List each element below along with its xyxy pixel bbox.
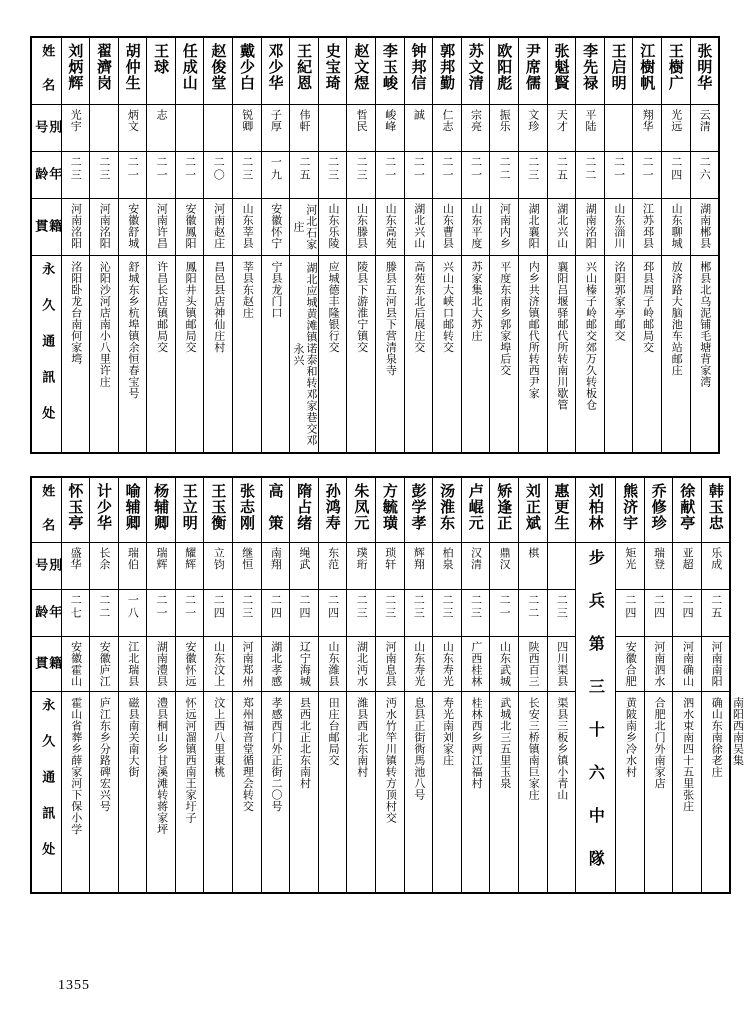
cell-alias: 绳武: [290, 543, 319, 590]
cell-origin: 广西桂林: [461, 637, 490, 692]
cell-alias: 瑞辉: [147, 543, 176, 590]
row-label-age: 年 龄: [31, 590, 61, 637]
cell-address: 宁县龙门口: [261, 256, 290, 454]
cell-age: 二三: [347, 590, 376, 637]
cell-origin: 安徽霍山: [61, 637, 90, 692]
cell-age: 二六: [690, 152, 719, 199]
cell-name: 韩玉忠: [701, 477, 730, 543]
cell-origin: 河南确山: [673, 637, 702, 692]
cell-alias: 琐轩: [376, 543, 405, 590]
cell-address: 怀远河溜镇西南王家圩子: [175, 692, 204, 894]
cell-origin: 湖北孝感: [261, 637, 290, 692]
cell-name: 怀玉亭: [61, 477, 90, 543]
cell-address: 田庄台邮局交: [318, 692, 347, 894]
cell-alias: 耀辉: [175, 543, 204, 590]
cell-age: 二四: [318, 590, 347, 637]
cell-name: 计少华: [90, 477, 119, 543]
cell-name: 翟濟岗: [90, 37, 119, 105]
table-row-name: [31, 37, 719, 105]
cell-address: 合肥北门外南家店: [644, 692, 673, 894]
cell-age: 二一: [376, 152, 405, 199]
cell-origin: 辽宁海城: [290, 637, 319, 692]
cell-alias: 棋: [519, 543, 548, 590]
cell-name: 高 策: [261, 477, 290, 543]
cell-age: 二三: [233, 152, 262, 199]
cell-alias: 誠: [404, 105, 433, 152]
cell-name: 方毓璜: [376, 477, 405, 543]
cell-origin: 安徽怀宁: [261, 199, 290, 256]
cell-alias: [90, 105, 119, 152]
cell-age: 二三: [318, 152, 347, 199]
cell-origin: 湖南洺阳: [576, 199, 605, 256]
cell-origin: 河南南阳: [701, 637, 730, 692]
cell-origin: 安徽合肥: [616, 637, 645, 692]
cell-age: 二一: [604, 152, 633, 199]
cell-address: 平度东南乡郭家埠后交: [490, 256, 519, 454]
row-label-age: 年 龄: [31, 152, 61, 199]
cell-alias: 乐成: [701, 543, 730, 590]
cell-name: 刘炳辉: [61, 37, 90, 105]
cell-name: 卢崐元: [461, 477, 490, 543]
cell-age: 二二: [490, 152, 519, 199]
table-row-name: [31, 477, 730, 543]
row-label-name: 姓 名: [31, 477, 61, 543]
cell-alias: 瑞伯: [118, 543, 147, 590]
cell-age: 二四: [290, 590, 319, 637]
cell-name: 江樹帆: [633, 37, 662, 105]
cell-alias: 平陆: [576, 105, 605, 152]
cell-alias: 翔华: [633, 105, 662, 152]
table-row-origin: [31, 637, 730, 692]
cell-name: 王球: [147, 37, 176, 105]
cell-origin: 湖北兴山: [547, 199, 576, 256]
cell-alias: 东范: [318, 543, 347, 590]
cell-age: 二三: [61, 152, 90, 199]
cell-origin: 湖北兴山: [404, 199, 433, 256]
cell-origin: 山东曹县: [433, 199, 462, 256]
table-row-age: [31, 152, 719, 199]
cell-address: 高苑东北后展庄交: [404, 256, 433, 454]
cell-alias: 柏泉: [433, 543, 462, 590]
cell-alias: 辉翔: [404, 543, 433, 590]
row-label-alias: 別 号: [31, 543, 61, 590]
cell-origin: 河南洺阳: [90, 199, 119, 256]
cell-age: 二一: [490, 590, 519, 637]
cell-name: 任成山: [175, 37, 204, 105]
cell-alias: 文珍: [519, 105, 548, 152]
cell-address: 霍山省葬乡薛家河下保小学: [61, 692, 90, 894]
cell-address: 渠县三板乡镇小青山: [547, 692, 576, 894]
cell-address: 滕县五河县下营清泉寺: [376, 256, 405, 454]
cell-origin: 山东汶上: [204, 637, 233, 692]
row-label-name: 姓 名: [31, 37, 61, 105]
cell-address: 武城北三五里玉泉: [490, 692, 519, 894]
cell-origin: 四川渠县: [547, 637, 576, 692]
row-label-address: 永 久 通 訊 处: [31, 692, 61, 894]
cell-name: 钟邦信: [404, 37, 433, 105]
cell-alias: [604, 105, 633, 152]
cell-name: 欧阳彪: [490, 37, 519, 105]
cell-name: 喻辅卿: [118, 477, 147, 543]
cell-name: 王立明: [175, 477, 204, 543]
cell-origin: 河南息县: [376, 637, 405, 692]
row-label-origin: 籍 貫: [31, 637, 61, 692]
cell-address: 县西北正北东南村: [290, 692, 319, 894]
cell-age: 二二: [576, 152, 605, 199]
cell-address: 磁县南关南大街: [118, 692, 147, 894]
cell-name: 汤淮东: [433, 477, 462, 543]
cell-name: 胡仲生: [118, 37, 147, 105]
cell-origin: 安徽庐江: [90, 637, 119, 692]
cell-alias: [318, 105, 347, 152]
cell-origin: 湖北襄阳: [519, 199, 548, 256]
cell-address: 息县正街衖馬池八号: [404, 692, 433, 894]
cell-alias: 宗亮: [461, 105, 490, 152]
cell-name: 李先禄: [576, 37, 605, 105]
cell-name: 张志刚: [233, 477, 262, 543]
cell-alias: 光宇: [61, 105, 90, 152]
cell-age: 二三: [347, 152, 376, 199]
table-separator: [30, 454, 720, 476]
cell-age: 二三: [90, 152, 119, 199]
cell-age: 二四: [644, 590, 673, 637]
cell-name: 赵文煜: [347, 37, 376, 105]
cell-name: 张魁賢: [547, 37, 576, 105]
cell-origin: 河南许昌: [147, 199, 176, 256]
cell-address: 寿光南刘家庄: [433, 692, 462, 894]
cell-alias: 亚超: [673, 543, 702, 590]
cell-alias: 盛华: [61, 543, 90, 590]
cell-age: 二三: [233, 590, 262, 637]
cell-address: 苏家集北大苏庄: [461, 256, 490, 454]
cell-age: 二一: [433, 152, 462, 199]
cell-address: 兴山榛子岭邮交郊万久转板仓: [576, 256, 605, 454]
table-row-origin: [31, 199, 719, 256]
cell-age: 二二: [90, 590, 119, 637]
cell-address: 沁阳沙河店南小八里许庄: [90, 256, 119, 454]
cell-origin: 山东潍县: [318, 637, 347, 692]
cell-age: 二一: [147, 152, 176, 199]
cell-alias: 瑞登: [644, 543, 673, 590]
cell-age: 二四: [616, 590, 645, 637]
cell-address: 泗水束南四十五里张庄: [673, 692, 702, 894]
cell-age: 二七: [61, 590, 90, 637]
cell-origin: 山东武城: [490, 637, 519, 692]
cell-address: 洺阳郭家亭邮交: [604, 256, 633, 454]
cell-age: 二五: [290, 152, 319, 199]
cell-address: 潍县西北东南村: [347, 692, 376, 894]
cell-address: 郴县北乌泥铺毛塘背家湾: [690, 256, 719, 454]
cell-age: 二一: [633, 152, 662, 199]
table-row-alias: [31, 105, 719, 152]
cell-name: 刘正斌: [519, 477, 548, 543]
cell-address: 莘县东赵庄: [233, 256, 262, 454]
cell-origin: 江北瑞县: [118, 637, 147, 692]
cell-name: 邓少华: [261, 37, 290, 105]
table-row-address: 永 久 通 訊 处 霍山省葬乡薛家河下保小学 庐江东乡分路碑宏兴号 磁县南关南大街 澧县桐山乡甘溪滩转蒋家坪 怀远河溜镇西南王家圩子 汶上西八里東桃 郑州福音堂循理会转交 孝感西门外正街二〇号 县西北正北东南村 田庄台邮局交 潍县西北东南村 沔水竹竿川镇转方顶村交 息县正街衖馬池八号 寿光南刘家庄 桂林西乡两江福村 武城北三五里玉泉 长安三桥镇南巨家庄 渠县三板乡镇小青山 黄陂南乡冷水村 合肥北门外南家店 泗水束南四十五里张庄 确山东南徐老庄 南阳西南吴集: [31, 692, 730, 894]
cell-age: 二四: [661, 152, 690, 199]
cell-name: 矫逢正: [490, 477, 519, 543]
cell-alias: [175, 105, 204, 152]
cell-name: 惠更生: [547, 477, 576, 543]
cell-address: 确山东南徐老庄: [701, 692, 730, 894]
cell-address: 应城德丰隆银行交: [318, 256, 347, 454]
cell-origin: 山东聊城: [661, 199, 690, 256]
unit-label: 步 兵 第 三 十 六 中 隊: [576, 543, 616, 894]
cell-age: 二五: [547, 152, 576, 199]
cell-name: 乔修珍: [644, 477, 673, 543]
cell-origin: 河北石家庄: [290, 199, 319, 256]
cell-address: 邳县周子岭邮局交: [633, 256, 662, 454]
cell-origin: 安徽怀远: [175, 637, 204, 692]
table-row-alias: [31, 543, 730, 590]
cell-origin: 河南洺阳: [61, 199, 90, 256]
cell-origin: 河南赵庄: [204, 199, 233, 256]
cell-origin: 山东寿光: [433, 637, 462, 692]
cell-age: 一八: [118, 590, 147, 637]
cell-alias: 继恒: [233, 543, 262, 590]
cell-age: 二二: [519, 590, 548, 637]
cell-address: 内乡共济镇邮代所转西尹家: [519, 256, 548, 454]
cell-age: 二四: [673, 590, 702, 637]
cell-address: 洺阳卧龙台南何家塆: [61, 256, 90, 454]
cell-address: 襄阳吕堰驿邮代所转南川歇管: [547, 256, 576, 454]
cell-name: 王启明: [604, 37, 633, 105]
cell-address: 郑州福音堂循理会转交: [233, 692, 262, 894]
cell-origin: 山东滕县: [347, 199, 376, 256]
cell-alias: 长余: [90, 543, 119, 590]
cell-address: 许昌长店镇邮局交: [147, 256, 176, 454]
table-row-address: [31, 256, 719, 454]
row-label-address: 永 久 通 訊 处: [31, 256, 61, 454]
cell-alias: 天才: [547, 105, 576, 152]
cell-age: 二三: [547, 590, 576, 637]
cell-address: 澧县桐山乡甘溪滩转蒋家坪: [147, 692, 176, 894]
row-label-alias: 別 号: [31, 105, 61, 152]
cell-name: 刘柏林: [576, 477, 616, 543]
cell-address: 鳳阳井头镇邮局交: [175, 256, 204, 454]
cell-name: 李玉峻: [376, 37, 405, 105]
cell-address: 兴山大峡口邮转交: [433, 256, 462, 454]
cell-alias: 哲民: [347, 105, 376, 152]
cell-alias: 鼎汉: [490, 543, 519, 590]
cell-origin: 陕西百三: [519, 637, 548, 692]
cell-origin: 江苏邳县: [633, 199, 662, 256]
cell-alias: 峻峰: [376, 105, 405, 152]
cell-alias: 锐卿: [233, 105, 262, 152]
cell-address: 放济路大脑池车站邮庄: [661, 256, 690, 454]
cell-age: 二三: [376, 590, 405, 637]
cell-name: 熊济宇: [616, 477, 645, 543]
cell-alias: 立钧: [204, 543, 233, 590]
cell-name: 郭邦勤: [433, 37, 462, 105]
cell-age: 二四: [204, 590, 233, 637]
cell-age: 二一: [147, 590, 176, 637]
cell-name: 戴少白: [233, 37, 262, 105]
cell-origin: 山东莘县: [233, 199, 262, 256]
cell-origin: 安徽舒城: [118, 199, 147, 256]
cell-alias: [204, 105, 233, 152]
cell-name: 杨辅卿: [147, 477, 176, 543]
cell-origin: 安徽鳳阳: [175, 199, 204, 256]
cell-alias: 振乐: [490, 105, 519, 152]
cell-name: 朱凤元: [347, 477, 376, 543]
cell-age: 二一: [175, 152, 204, 199]
cell-origin: 湖南澧县: [147, 637, 176, 692]
cell-alias: 南翔: [261, 543, 290, 590]
cell-name: 王樹广: [661, 37, 690, 105]
cell-address: 桂林西乡两江福村: [461, 692, 490, 894]
cell-address: 沔水竹竿川镇转方顶村交: [376, 692, 405, 894]
cell-origin: 山东寿光: [404, 637, 433, 692]
cell-origin: 河南泗水: [644, 637, 673, 692]
cell-name: 史宝琦: [318, 37, 347, 105]
cell-name: 孙鸿寿: [318, 477, 347, 543]
cell-name: 彭学孝: [404, 477, 433, 543]
cell-alias: 矩光: [616, 543, 645, 590]
cell-name: 王玉衡: [204, 477, 233, 543]
cell-address: 陵县下游淮宁镇交: [347, 256, 376, 454]
cell-alias: [547, 543, 576, 590]
cell-age: 二〇: [204, 152, 233, 199]
cell-age: 二三: [461, 590, 490, 637]
cell-age: 二三: [433, 590, 462, 637]
cell-name: 隋占绪: [290, 477, 319, 543]
cell-alias: 光远: [661, 105, 690, 152]
cell-name: 张明华: [690, 37, 719, 105]
cell-name: 赵俊堂: [204, 37, 233, 105]
cell-age: 二三: [404, 590, 433, 637]
page-number: 1355: [58, 978, 90, 993]
cell-age: 二一: [118, 152, 147, 199]
cell-age: 二一: [175, 590, 204, 637]
cell-name: 王紀恩: [290, 37, 319, 105]
cell-alias: 璞珩: [347, 543, 376, 590]
row-label-origin: 籍 貫: [31, 199, 61, 256]
cell-age: 二一: [404, 152, 433, 199]
roster-table-1: [30, 36, 720, 454]
cell-age: 二一: [461, 152, 490, 199]
table-row-age: [31, 590, 730, 637]
cell-age: 二四: [261, 590, 290, 637]
cell-address: 黄陂南乡冷水村: [616, 692, 645, 894]
cell-origin: 山东平度: [461, 199, 490, 256]
cell-address: 湖北应城黄滩镇诺泰和转邓家巷交邓永兴: [290, 256, 319, 454]
cell-origin: 山东乐陵: [318, 199, 347, 256]
cell-alias: 志: [147, 105, 176, 152]
cell-address: 长安三桥镇南巨家庄: [519, 692, 548, 894]
cell-alias: 伟軒: [290, 105, 319, 152]
cell-address: 孝感西门外正街二〇号: [261, 692, 290, 894]
cell-name: 尹席儒: [519, 37, 548, 105]
cell-address: 昌邑县店神仙庄村: [204, 256, 233, 454]
cell-name: 徐献亭: [673, 477, 702, 543]
cell-origin: 河南内乡: [490, 199, 519, 256]
cell-alias: 子厚: [261, 105, 290, 152]
cell-alias: 炳文: [118, 105, 147, 152]
cell-alias: 云清: [690, 105, 719, 152]
cell-origin: 山东高苑: [376, 199, 405, 256]
cell-age: 二五: [701, 590, 730, 637]
cell-alias: 仁志: [433, 105, 462, 152]
cell-origin: 湖北沔水: [347, 637, 376, 692]
roster-table-2: [30, 476, 745, 894]
cell-age: 二三: [519, 152, 548, 199]
cell-origin: 山东淄川: [604, 199, 633, 256]
cell-alias: 汉清: [461, 543, 490, 590]
cell-address: 庐江东乡分路碑宏兴号: [90, 692, 119, 894]
cell-origin: 湖南郴县: [690, 199, 719, 256]
cell-age: 一九: [261, 152, 290, 199]
cell-name: 苏文清: [461, 37, 490, 105]
cell-address: 汶上西八里東桃: [204, 692, 233, 894]
cell-origin: 河南郑州: [233, 637, 262, 692]
cell-address: 舒城东乡杭埠镇余恒春宝号: [118, 256, 147, 454]
